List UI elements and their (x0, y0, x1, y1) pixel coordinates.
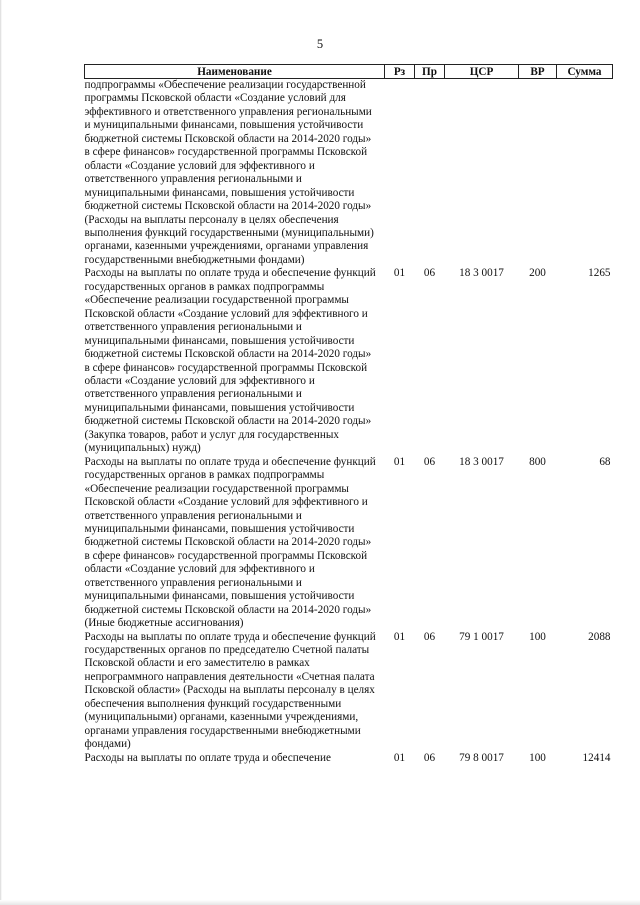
row-pr: 06 (423, 751, 436, 764)
row-rz: 01 (393, 267, 406, 280)
row-csr: 18 3 0017 (459, 455, 504, 468)
budget-table (84, 64, 613, 765)
header-name: Наименование (85, 65, 385, 79)
row-csr (445, 79, 519, 268)
table-row (85, 752, 613, 765)
row-sum: 1265 (588, 267, 611, 280)
row-vr: 100 (529, 630, 546, 643)
table-row (85, 79, 613, 268)
row-sum: 68 (599, 455, 611, 468)
scan-edge-bottom (0, 900, 640, 905)
row-rz: 01 (393, 630, 406, 643)
row-sum (557, 79, 613, 268)
header-vr: ВР (519, 65, 557, 79)
row-sum: 12414 (582, 751, 611, 764)
header-pr: Пр (415, 65, 445, 79)
table-row (85, 631, 613, 752)
row-vr: 200 (529, 267, 546, 280)
table-header-row (85, 65, 613, 79)
header-sum: Сумма (557, 65, 613, 79)
row-name: Расходы на выплаты по оплате труда и обеспечение функций государственных органов в рамках подпрограммы «Обеспечение реализации государственной программы Псковской области «Создание условий для эффективного и ответственного управления региональными и муниципальными финансами, повышения устойчивости бюджетной системы Псковской области на 2014-2020 годы» в сфере финансов» государственной программы Псковской области «Создание условий для эффективного и ответственного управления региональными и муниципальными финансами, повышения устойчивости бюджетной системы Псковской области на 2014-2020 годы» (Иные бюджетные ассигнования) (84, 455, 376, 630)
table-row (85, 456, 613, 631)
row-vr (519, 79, 557, 268)
row-rz (385, 79, 415, 268)
row-csr: 79 1 0017 (459, 630, 504, 643)
header-csr: ЦСР (445, 65, 519, 79)
row-pr (415, 79, 445, 268)
scan-edge (0, 0, 2, 905)
page-number: 5 (316, 37, 324, 51)
row-name: Расходы на выплаты по оплате труда и обеспечение (84, 751, 331, 764)
row-sum: 2088 (588, 630, 611, 643)
budget-table-container (84, 64, 612, 765)
row-vr: 100 (529, 751, 546, 764)
row-csr: 79 8 0017 (459, 751, 504, 764)
header-rz: Рз (385, 65, 415, 79)
row-rz: 01 (393, 751, 406, 764)
row-pr: 06 (423, 630, 436, 643)
table-row (85, 267, 613, 455)
row-name: Расходы на выплаты по оплате труда и обеспечение функций государственных органов в рамках подпрограммы «Обеспечение реализации государственной программы Псковской области «Создание условий для эффективного и ответственного управления региональными и муниципальными финансами, повышения устойчивости бюджетной системы Псковской области на 2014-2020 годы» в сфере финансов» государственной программы Псковской области «Создание условий для эффективного и ответственного управления региональными и муниципальными финансами, повышения устойчивости бюджетной системы Псковской области на 2014-2020 годы» (Закупка товаров, работ и услуг для государственных (муниципальных) нужд) (84, 267, 376, 455)
row-rz: 01 (393, 455, 406, 468)
row-name: подпрограммы «Обеспечение реализации государственной программы Псковской области «Создание условий для эффективного и ответственного управления региональными и муниципальными финансами, повышения устойчивости бюджетной системы Псковской области на 2014-2020 годы» в сфере финансов» государственной программы Псковской области «Создание условий для эффективного и ответственного управления региональными и муниципальными финансами, повышения устойчивости бюджетной системы Псковской области на 2014-2020 годы» (Расходы на выплаты персоналу в целях обеспечения выполнения функций государственными (муниципальными) органами, казенными учреждениями, органами управления государственными внебюджетными фондами) (84, 79, 374, 266)
row-pr: 06 (423, 455, 436, 468)
row-vr: 800 (529, 455, 546, 468)
row-csr: 18 3 0017 (459, 267, 504, 280)
row-name: Расходы на выплаты по оплате труда и обеспечение функций государственных органов по председателю Счетной палаты Псковской области и его заместителю в рамках непрограммного направления деятельности «Счетная палата Псковской области» (Расходы на выплаты персоналу в целях обеспечения выполнения функций государственными (муниципальными) органами, казенными учреждениями, органами управления государственными внебюджетными фондами) (84, 630, 376, 751)
row-pr: 06 (423, 267, 436, 280)
